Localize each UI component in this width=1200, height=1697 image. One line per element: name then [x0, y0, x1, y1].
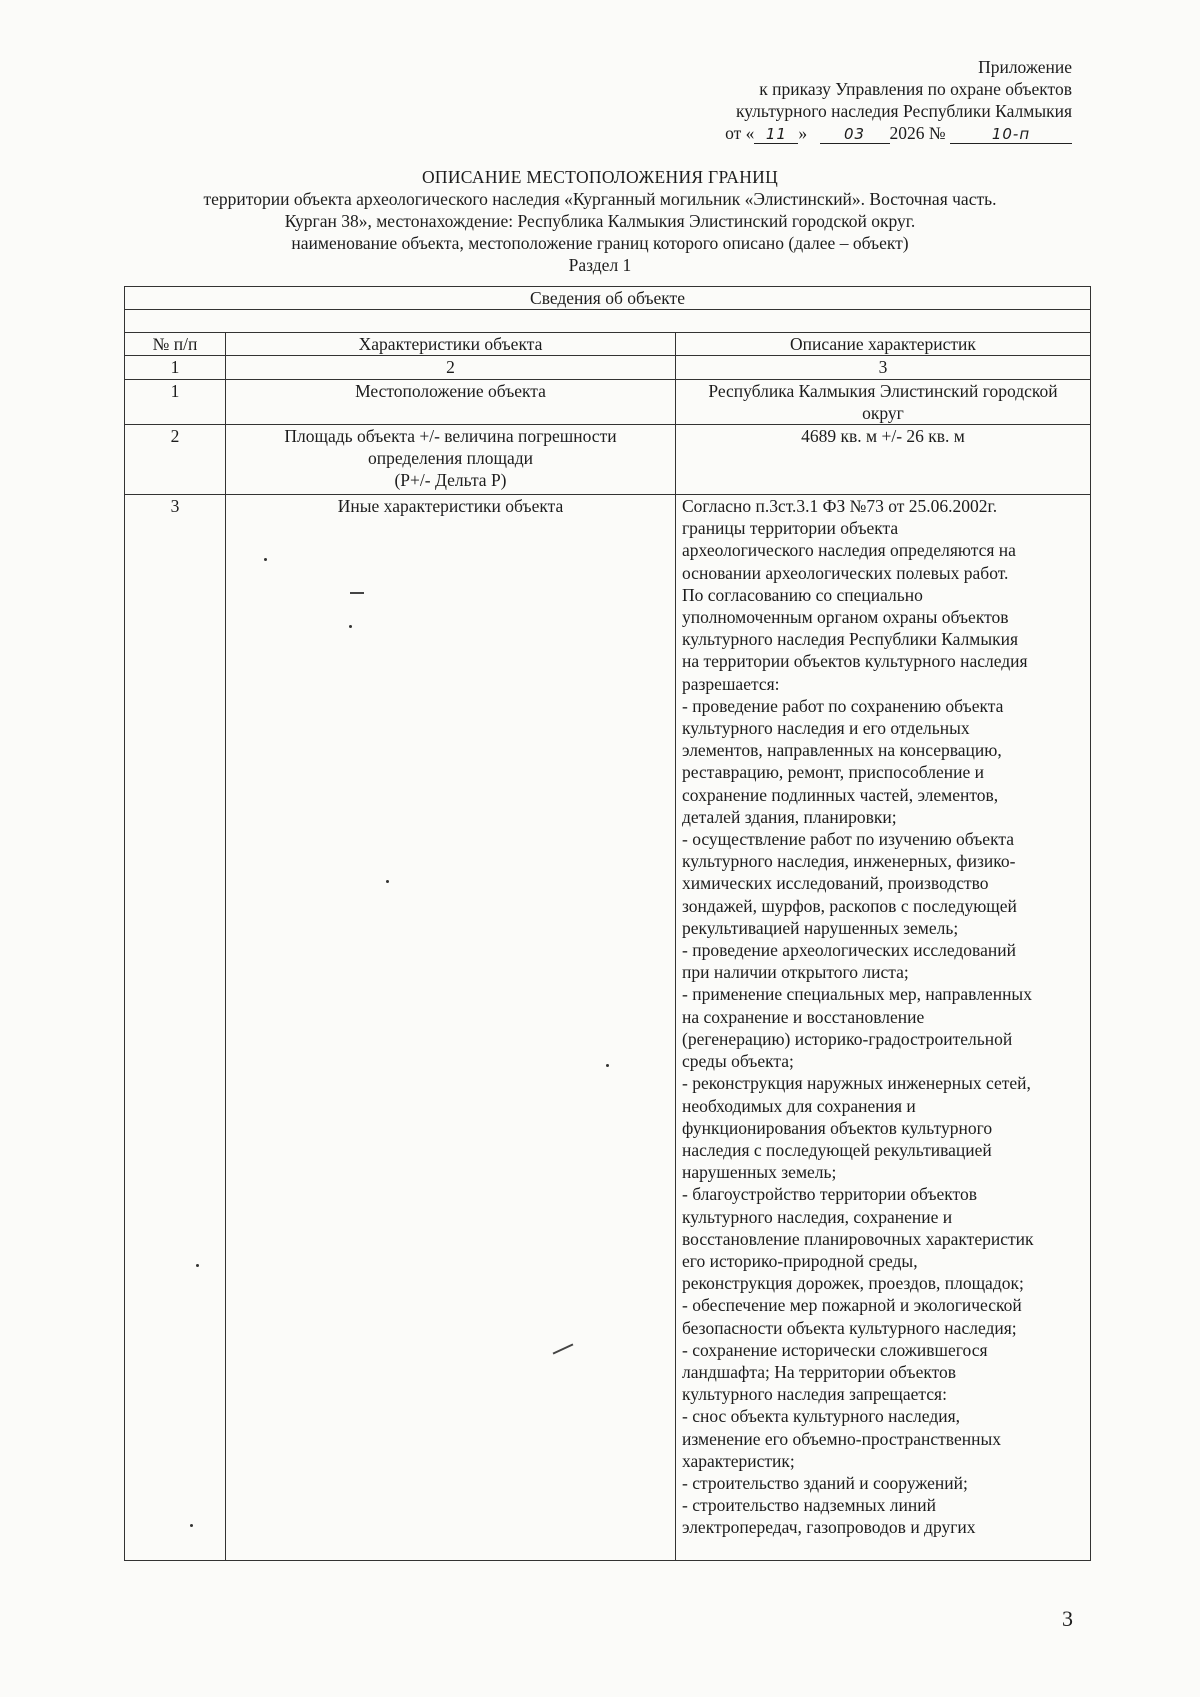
table-spacer-row — [125, 310, 1091, 333]
description-line: - реконструкция наружных инженерных сетей, — [682, 1073, 1031, 1094]
description-line: - сохранение исторически сложившегося — [682, 1339, 988, 1360]
appendix-title: Приложение — [978, 57, 1072, 77]
column-number: 1 — [125, 356, 226, 379]
column-number-row — [125, 356, 1091, 379]
document-title-block — [120, 166, 1080, 276]
scan-speck — [349, 625, 352, 628]
page-number: 3 — [1062, 1606, 1073, 1631]
description-line: электропередач, газопроводов и других — [682, 1517, 976, 1538]
table-caption-row — [125, 287, 1091, 310]
row-description — [676, 379, 1091, 424]
description-line: По согласованию со специально — [682, 584, 923, 605]
title-line-1: территории объекта археологического наследия «Курганный могильник «Элистинский». Восточная часть. — [203, 189, 997, 209]
description-line: рекультивацией нарушенных земель; — [682, 917, 959, 938]
row-number: 2 — [125, 425, 226, 495]
scan-speck — [606, 1064, 609, 1067]
description-line: 4689 кв. м +/- 26 кв. м — [801, 426, 965, 447]
description-line: сохранение подлинных частей, элементов, — [682, 784, 999, 805]
description-line: культурного наследия и его отдельных — [682, 718, 970, 739]
description-line: характеристик; — [682, 1450, 795, 1471]
table-header-row — [125, 333, 1091, 356]
row-description-long — [676, 495, 1091, 1561]
header-num: № п/п — [125, 333, 226, 356]
description-line: восстановление планировочных характеристик — [682, 1228, 1034, 1249]
row-characteristic — [226, 379, 676, 424]
scan-speck — [350, 592, 364, 594]
table-spacer — [125, 310, 1091, 333]
table-caption: Сведения об объекте — [125, 287, 1091, 310]
description-line: - проведение археологических исследований — [682, 940, 1016, 961]
description-line: на территории объектов культурного наследия — [682, 651, 1028, 672]
scan-speck — [196, 1264, 199, 1267]
order-number: 10-п — [950, 125, 1072, 144]
description-line: археологического наследия определяются на — [682, 540, 1016, 561]
description-line: округ — [862, 402, 904, 423]
appendix-authority-line: культурного наследия Республики Калмыкия — [735, 101, 1072, 121]
description-line: разрешается: — [682, 673, 780, 694]
description-line: наследия с последующей рекультивацией — [682, 1139, 992, 1160]
description-line: реконструкция дорожек, проездов, площадок; — [682, 1273, 1024, 1294]
scan-speck — [264, 558, 267, 561]
date-mid: » — [798, 123, 808, 143]
description-line: Согласно п.3ст.3.1 ФЗ №73 от 25.06.2002г. — [682, 496, 998, 517]
description-line: его историко-природной среды, — [682, 1250, 918, 1271]
description-line: - обеспечение мер пожарной и экологической — [682, 1295, 1022, 1316]
characteristic-line: Местоположение объекта — [355, 380, 546, 401]
column-number: 3 — [676, 356, 1091, 379]
description-line: изменение его объемно-пространственных — [682, 1428, 1001, 1449]
description-line: на сохранение и восстановление — [682, 1006, 925, 1027]
title-line-3: наименование объекта, местоположение границ которого описано (далее – объект) — [291, 233, 909, 253]
description-line: - проведение работ по сохранению объекта — [682, 695, 1004, 716]
description-line: зондажей, шурфов, раскопов с последующей — [682, 895, 1017, 916]
header-description: Описание характеристик — [676, 333, 1091, 356]
description-line: химических исследований, производство — [682, 873, 989, 894]
date-year: 2026 № — [889, 123, 946, 143]
table-row — [125, 425, 1091, 495]
date-month: 03 — [820, 125, 890, 144]
characteristic-line: Площадь объекта +/- величина погрешности — [284, 426, 617, 447]
description-line: при наличии открытого листа; — [682, 962, 909, 983]
description-line: - строительство зданий и сооружений; — [682, 1472, 968, 1493]
description-line: культурного наследия, сохранение и — [682, 1206, 953, 1227]
object-info-table — [124, 286, 1091, 1561]
appendix-block — [725, 56, 1072, 144]
appendix-order-line: к приказу Управления по охране объектов — [759, 79, 1072, 99]
date-day: 11 — [754, 125, 798, 144]
characteristic-line: Иные характеристики объекта — [337, 496, 564, 517]
description-line: среды объекта; — [682, 1051, 794, 1072]
title-line-2: Курган 38», местонахождение: Республика Калмыкия Элистинский городской округ. — [284, 211, 916, 231]
table-row — [125, 379, 1091, 424]
description-line: границы территории объекта — [682, 518, 899, 539]
description-line: ландшафта; На территории объектов — [682, 1361, 957, 1382]
description-line: - благоустройство территории объектов — [682, 1184, 977, 1205]
column-number: 2 — [226, 356, 676, 379]
row-description — [676, 425, 1091, 495]
description-line: элементов, направленных на консервацию, — [682, 740, 1002, 761]
header-characteristics: Характеристики объекта — [226, 333, 676, 356]
description-line: Республика Калмыкия Элистинский городской — [708, 380, 1058, 401]
description-line: необходимых для сохранения и — [682, 1095, 916, 1116]
date-prefix: от « — [725, 123, 755, 143]
description-line: - строительство надземных линий — [682, 1495, 936, 1516]
table-row — [125, 495, 1091, 1561]
description-line: - осуществление работ по изучению объекта — [682, 829, 1014, 850]
document-title: ОПИСАНИЕ МЕСТОПОЛОЖЕНИЯ ГРАНИЦ — [421, 167, 779, 187]
description-line: уполномоченным органом охраны объектов — [682, 607, 1009, 628]
row-characteristic — [226, 495, 676, 1561]
description-line: основании археологических полевых работ. — [682, 562, 1009, 583]
description-line: деталей здания, планировки; — [682, 806, 897, 827]
description-line: безопасности объекта культурного наследия; — [682, 1317, 1017, 1338]
row-number: 3 — [125, 495, 226, 1561]
description-line: - снос объекта культурного наследия, — [682, 1406, 961, 1427]
scan-speck — [386, 880, 389, 883]
appendix-date-line — [725, 122, 1072, 144]
description-line: культурного наследия Республики Калмыкия — [682, 629, 1019, 650]
section-label: Раздел 1 — [568, 255, 632, 275]
row-characteristic — [226, 425, 676, 495]
description-line: культурного наследия, инженерных, физико- — [682, 851, 1016, 872]
description-line: нарушенных земель; — [682, 1162, 837, 1183]
description-line: культурного наследия запрещается: — [682, 1384, 947, 1405]
description-line: - применение специальных мер, направленных — [682, 984, 1032, 1005]
scan-speck — [190, 1524, 193, 1527]
characteristic-line: (Р+/- Дельта Р) — [394, 470, 507, 491]
characteristic-line: определения площади — [367, 448, 534, 469]
row-number: 1 — [125, 379, 226, 424]
description-line: (регенерацию) историко-градостроительной — [682, 1028, 1013, 1049]
description-line: функционирования объектов культурного — [682, 1117, 993, 1138]
description-line: реставрацию, ремонт, приспособление и — [682, 762, 984, 783]
